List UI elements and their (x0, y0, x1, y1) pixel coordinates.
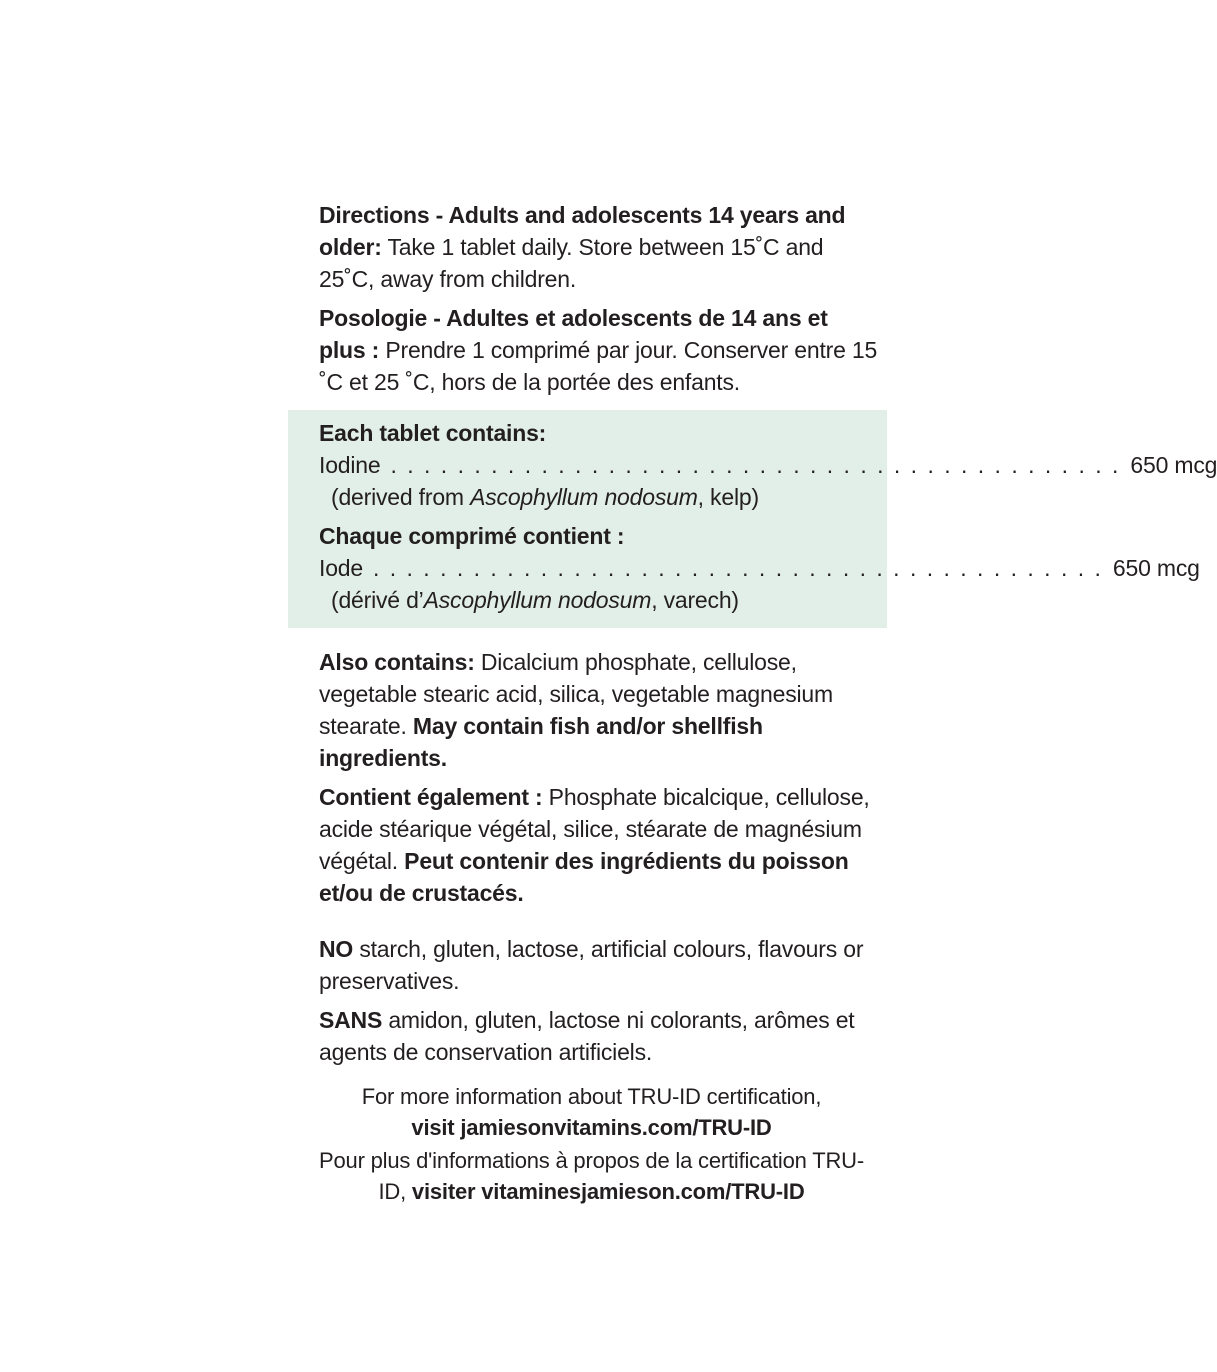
contains-fr-heading: Chaque comprimé contient : (319, 523, 625, 549)
free-from-fr (319, 1004, 879, 1068)
source-en-species: Ascophyllum nodosum (470, 484, 698, 510)
also-contains-en-text: Dicalcium phosphate, cellulose, vegetable stearic acid, silica, vegetable magnesium stearate. (319, 649, 833, 739)
free-from-en (319, 933, 879, 997)
directions-en (319, 199, 879, 295)
directions-fr-text: Prendre 1 comprimé par jour. Conserver entre 15 ˚C et 25 ˚C, hors de la portée des enfants. (319, 337, 878, 395)
medicinal-ingredients-box (288, 410, 1217, 628)
allergen-warning-fr: Peut contenir des ingrédients du poisson et/ou de crustacés. (319, 848, 849, 906)
tru-id-info-en (319, 1081, 864, 1143)
source-fr-prefix: (dérivé d’ (331, 587, 424, 613)
contains-en-heading: Each tablet contains: (319, 420, 547, 446)
ingredient-fr-source (319, 584, 887, 616)
dot-leader: . . . . . . . . . . . . . . . . . . . . . . . . . . . . . . . . . . . . . . . . . . . . (372, 555, 1103, 581)
dot-leader: . . . . . . . . . . . . . . . . . . . . . . . . . . . . . . . . . . . . . . . . . . . . (390, 452, 1121, 478)
ingredient-fr-amount: 650 mcg (1112, 555, 1200, 581)
source-fr-species: Ascophyllum nodosum (423, 587, 652, 613)
free-from-fr-text: amidon, gluten, lactose ni colorants, arômes et agents de conservation artificiels. (319, 1007, 855, 1065)
directions-fr (319, 302, 879, 398)
ingredient-row-fr (319, 552, 1200, 584)
tru-id-fr-link: visiter vitaminesjamieson.com/TRU-ID (411, 1179, 805, 1204)
allergen-warning-en: May contain fish and/or shellfish ingredients. (319, 713, 763, 771)
ingredient-fr-name: Iode (319, 555, 363, 581)
free-from-fr-word: SANS (319, 1007, 383, 1033)
directions-en-text: Take 1 tablet daily. Store between 15˚C and 25˚C, away from children. (319, 234, 824, 292)
directions-en-heading: Directions - Adults and adolescents 14 years and older: (319, 202, 846, 260)
ingredient-en-name: Iodine (319, 452, 381, 478)
ingredient-row-en (319, 449, 1217, 481)
tru-id-fr-text: Pour plus d'informations à propos de la certification TRU-ID, (319, 1148, 864, 1204)
ingredient-en-source (319, 481, 887, 513)
tru-id-info-fr (319, 1145, 864, 1207)
also-contains-en (319, 646, 879, 774)
tru-id-info (319, 1081, 864, 1207)
product-label-text (319, 199, 1217, 1207)
also-contains-fr-heading: Contient également : (319, 784, 543, 810)
ingredient-en-amount: 650 mcg (1130, 452, 1217, 478)
also-contains-fr-text: Phosphate bicalcique, cellulose, acide stéarique végétal, silice, stéarate de magnésium végétal. (319, 784, 870, 874)
source-en-prefix: (derived from (331, 484, 471, 510)
tru-id-en-link: visit jamiesonvitamins.com/TRU-ID (411, 1115, 772, 1140)
also-contains-fr (319, 781, 879, 909)
tru-id-en-text: For more information about TRU-ID certification, (361, 1084, 822, 1109)
source-fr-suffix: , varech) (651, 587, 739, 613)
directions-fr-heading: Posologie - Adultes et adolescents de 14 ans et plus : (319, 305, 828, 363)
free-from-en-text: starch, gluten, lactose, artificial colours, flavours or preservatives. (319, 936, 864, 994)
also-contains-en-heading: Also contains: (319, 649, 475, 675)
source-en-suffix: , kelp) (697, 484, 759, 510)
free-from-en-word: NO (319, 936, 354, 962)
free-from-section (319, 933, 879, 1068)
non-medicinal-section (319, 646, 879, 909)
